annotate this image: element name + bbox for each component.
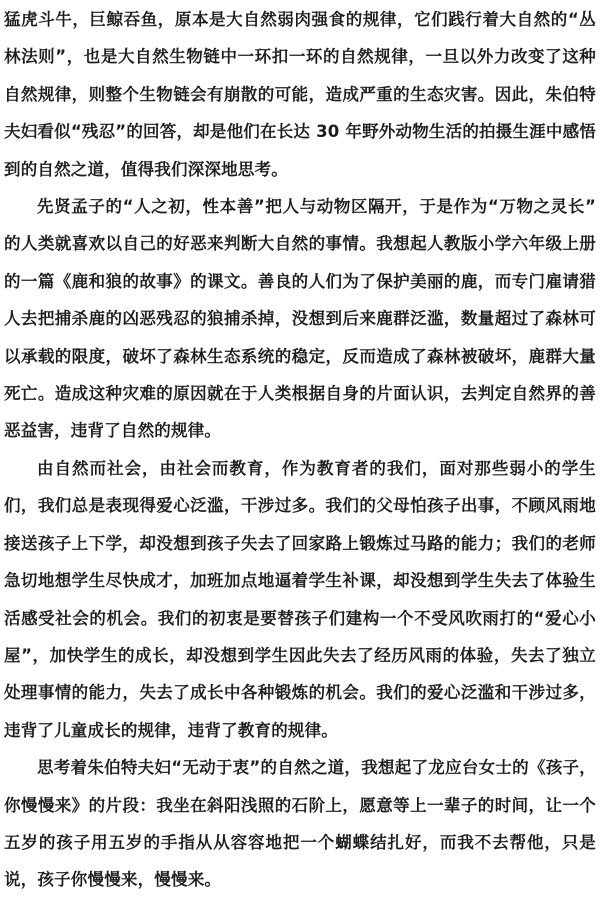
paragraph-education-overprotection: 由自然而社会，由社会而教育，作为教育者的我们，面对那些弱小的学生们，我们总是表现得爱心泛滥，干涉过多。我们的父母怕孩子出事，不顾风雨地接送孩子上下学，却没想到孩子失去了回家路上锻炼过马路的能力；我们的老师急切地想学生尽快成才，加班加点地逼着学生补课，却没想到学生失去了体验生活感受社会的机会。我们的初衷是要替孩子们建构一个不受风吹雨打的“爱心小屋”，加快学生的成长，却没想到学生因此失去了经历风雨的体验，失去了独立处理事情的能力，失去了成长中各种锻炼的机会。我们的爱心泛滥和干涉过多，违背了儿童成长的规律，违背了教育的规律。 bbox=[4, 458, 596, 740]
paragraph-nature-law: 猛虎斗牛，巨鲸吞鱼，原本是大自然弱肉强食的规律，它们践行着大自然的“丛林法则”，也是大自然生物链中一环扣一环的自然规律，一旦以外力改变了这种自然规律，则整个生物链会有崩散的可能，造成严重的生态灾害。因此，朱伯特夫妇看似“残忍”的回答，却是他们在长达 30 年野外动物生活的拍摄生涯中感悟到的自然之道，值得我们深深地思考。 bbox=[4, 10, 596, 179]
paragraph-longyingtai-quote: 思考着朱伯特夫妇“无动于衷”的自然之道，我想起了龙应台女士的《孩子，你慢慢来》的片段：我坐在斜阳浅照的石阶上，愿意等上一辈子的时间，让一个五岁的孩子用五岁的手指从从容容地把一个蝴蝶结扎好，而我不去帮他，只是说，孩子你慢慢来，慢慢来。 bbox=[4, 758, 596, 890]
paragraph-mencius-deer-wolf: 先贤孟子的“人之初，性本善”把人与动物区隔开，于是作为“万物之灵长”的人类就喜欢以自己的好恶来判断大自然的事情。我想起人教版小学六年级上册的一篇《鹿和狼的故事》的课文。善良的人们为了保护美丽的鹿，而专门雇请猎人去把捕杀鹿的凶恶残忍的狼捕杀掉，没想到后来鹿群泛滥，数量超过了森林可以承载的限度，破坏了森林生态系统的稳定，反而造成了森林被破坏，鹿群大量死亡。造成这种灾难的原因就在于人类根据自身的片面认识，去判定自然界的善恶益害，违背了自然的规律。 bbox=[4, 197, 596, 441]
